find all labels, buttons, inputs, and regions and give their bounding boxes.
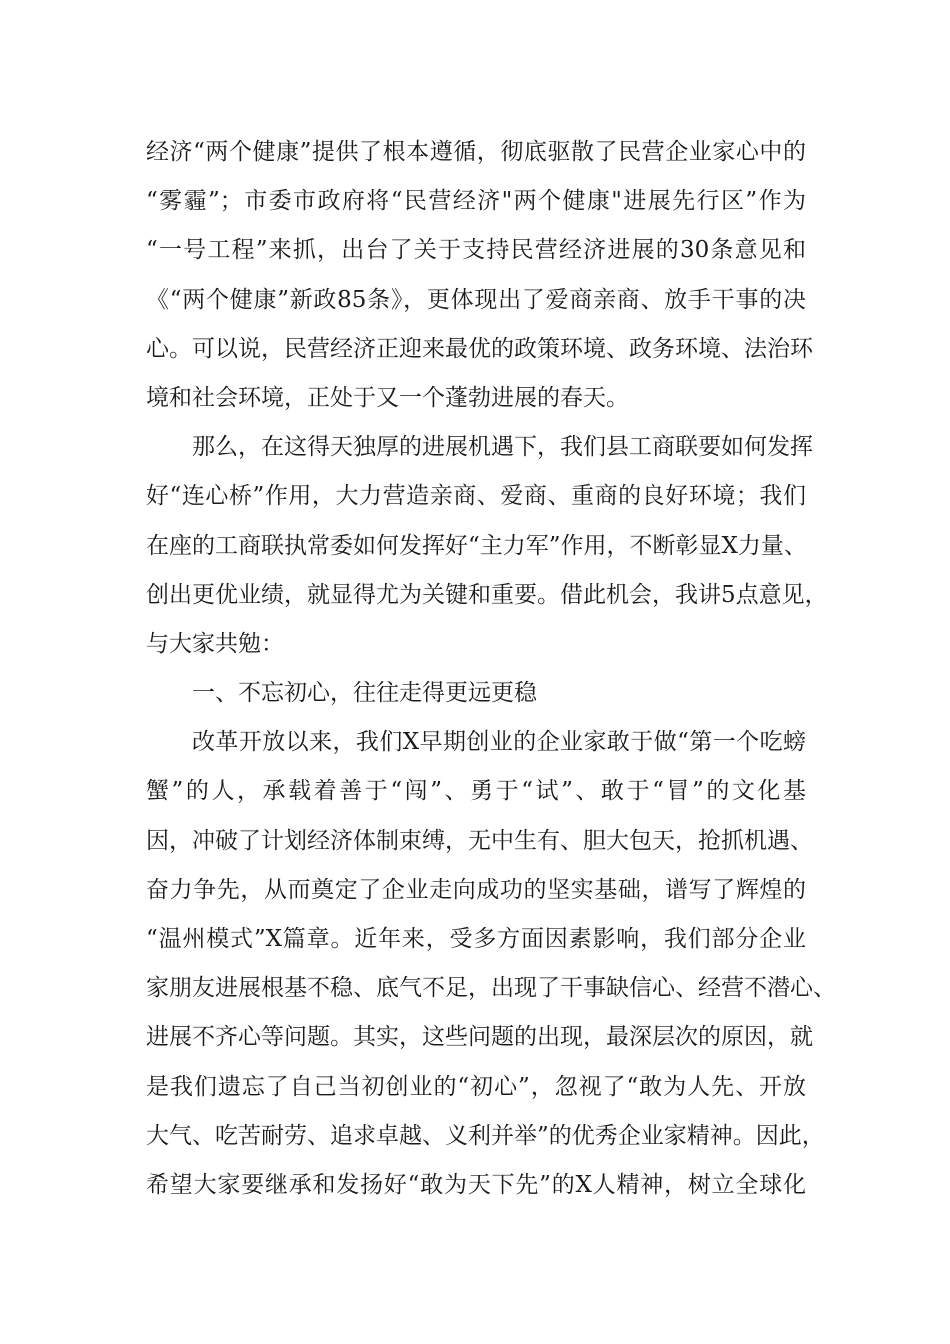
text-line: 是我们遗忘了自己当初创业的“初心”，忽视了“敢为人先、开放: [146, 1073, 806, 1100]
text-line: 在座的工商联执常委如何发挥好“主力军”作用，不断彰显X力量、: [146, 532, 807, 559]
text-line: “一号工程”来抓，出台了关于支持民营经济进展的30条意见和: [146, 237, 806, 264]
heading-line: 一、不忘初心，往往走得更远更稳: [192, 680, 537, 707]
text-line: 心。可以说，民营经济正迎来最优的政策环境、政务环境、法治环: [146, 335, 813, 362]
text-line: 大气、吃苦耐劳、追求卓越、义利并举”的优秀企业家精神。因此，: [146, 1122, 825, 1149]
text-line: 家朋友进展根基不稳、底气不足，出现了干事缺信心、经营不潜心、: [146, 975, 836, 1002]
section-heading: [146, 669, 806, 718]
paragraph: [146, 423, 828, 669]
paragraph: [146, 718, 836, 1210]
text-line: “温州模式”X篇章。近年来，受多方面因素影响，我们部分企业: [146, 926, 806, 952]
text-line: 好“连心桥”作用，大力营造亲商、爱商、重商的良好环境；我们: [146, 483, 806, 510]
document-body: [146, 128, 836, 1210]
text-line: 创出更优业绩，就显得尤为关键和重要。借此机会，我讲5点意见，: [146, 581, 828, 608]
text-line: 进展不齐心等问题。其实，这些问题的出现，最深层次的原因，就: [146, 1024, 813, 1051]
text-line: 经济“两个健康”提供了根本遵循，彻底驱散了民营企业家心中的: [146, 139, 806, 165]
text-line: 改革开放以来，我们X早期创业的企业家敢于做“第一个吃螃: [192, 729, 806, 756]
text-line: 奋力争先，从而奠定了企业走向成功的坚实基础，谱写了辉煌的: [146, 876, 806, 903]
text-line: 希望大家要继承和发扬好“敢为天下先”的X人精神，树立全球化: [146, 1171, 806, 1198]
text-line: “雾霾”；市委市政府将“民营经济"两个健康"进展先行区”作为: [146, 188, 806, 215]
paragraph-continuation: [146, 128, 813, 423]
text-line: 与大家共勉：: [146, 630, 284, 657]
text-line: 因，冲破了计划经济体制束缚，无中生有、胆大包天，抢抓机遇、: [146, 827, 813, 854]
text-line: 《“两个健康”新政85条》，更体现出了爱商亲商、放手干事的决: [146, 286, 806, 313]
text-line: 蟹”的人，承载着善于“闯”、勇于“试”、敢于“冒”的文化基: [146, 778, 806, 805]
text-line: 境和社会环境，正处于又一个蓬勃进展的春天。: [146, 384, 629, 411]
text-line: 那么，在这得天独厚的进展机遇下，我们县工商联要如何发挥: [192, 434, 813, 461]
